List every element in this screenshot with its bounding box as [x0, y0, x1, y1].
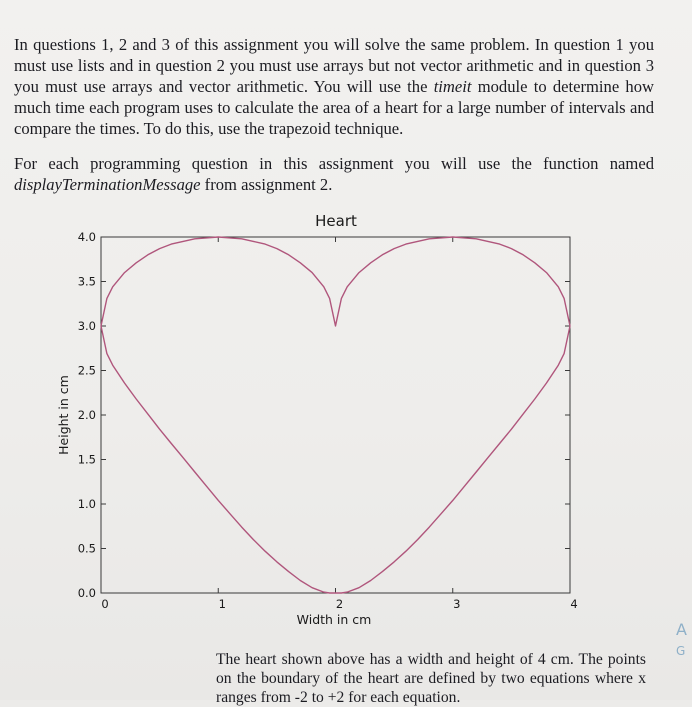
y-tick-label: 0.0 — [77, 586, 96, 600]
y-tick-label: 4.0 — [77, 230, 96, 244]
edge-text-fragment — [672, 615, 692, 675]
heart-curves — [101, 237, 570, 593]
y-tick-label: 3.5 — [77, 274, 96, 289]
y-tick-label: 3.0 — [77, 319, 96, 333]
plot-frame — [101, 237, 570, 593]
heart-chart — [0, 200, 692, 640]
paragraph-intro — [14, 34, 654, 139]
y-tick-label: 2.5 — [77, 363, 96, 378]
paragraph-intro-text-b: module to determine how much time each program uses to calculate the area of a heart for a large number of intervals and compare the times. To do this, use the trapezoid technique. — [14, 77, 654, 138]
timeit-term: timeit — [433, 77, 472, 96]
edge-letter-g: G — [676, 644, 686, 658]
paragraph-function — [14, 153, 654, 195]
paragraph-heart-description: The heart shown above has a width and height of 4 cm. The points on the boundary of the heart are defined by two equations where x ranges from -2 to +2 for each equation. — [216, 651, 646, 706]
y-tick-label: 2.0 — [77, 408, 96, 422]
paragraph-intro-text-a: In questions 1, 2 and 3 of this assignment you will solve the same problem. In question 1 you must use lists and in question 2 you must use arrays but not vector arithmetic and in question 3 you must use arrays and vector arithmetic. You will use the — [14, 35, 654, 96]
x-axis-ticks — [101, 237, 578, 611]
x-tick-label: 2 — [335, 597, 344, 611]
paragraph-function-text-b: from assignment 2. — [200, 175, 333, 194]
y-tick-label: 0.5 — [77, 541, 96, 556]
x-tick-label: 3 — [453, 597, 461, 611]
x-axis-label: Width in cm — [296, 612, 372, 627]
chart-title: Heart — [315, 212, 357, 230]
heart-upper-curve — [101, 237, 570, 326]
x-tick-label: 0 — [101, 597, 109, 611]
y-axis-ticks — [78, 230, 570, 600]
y-tick-label: 1.5 — [77, 452, 96, 467]
y-axis-label: Height in cm — [56, 375, 71, 455]
x-tick-label: 4 — [570, 597, 578, 611]
heart-lower-curve — [101, 326, 570, 593]
edge-letter-a: A — [676, 620, 687, 639]
x-tick-label: 1 — [218, 597, 226, 611]
paragraph-function-text-a: For each programming question in this assignment you will use the function named — [14, 154, 654, 173]
y-tick-label: 1.0 — [77, 497, 96, 511]
function-name-term: displayTerminationMessage — [14, 175, 201, 194]
